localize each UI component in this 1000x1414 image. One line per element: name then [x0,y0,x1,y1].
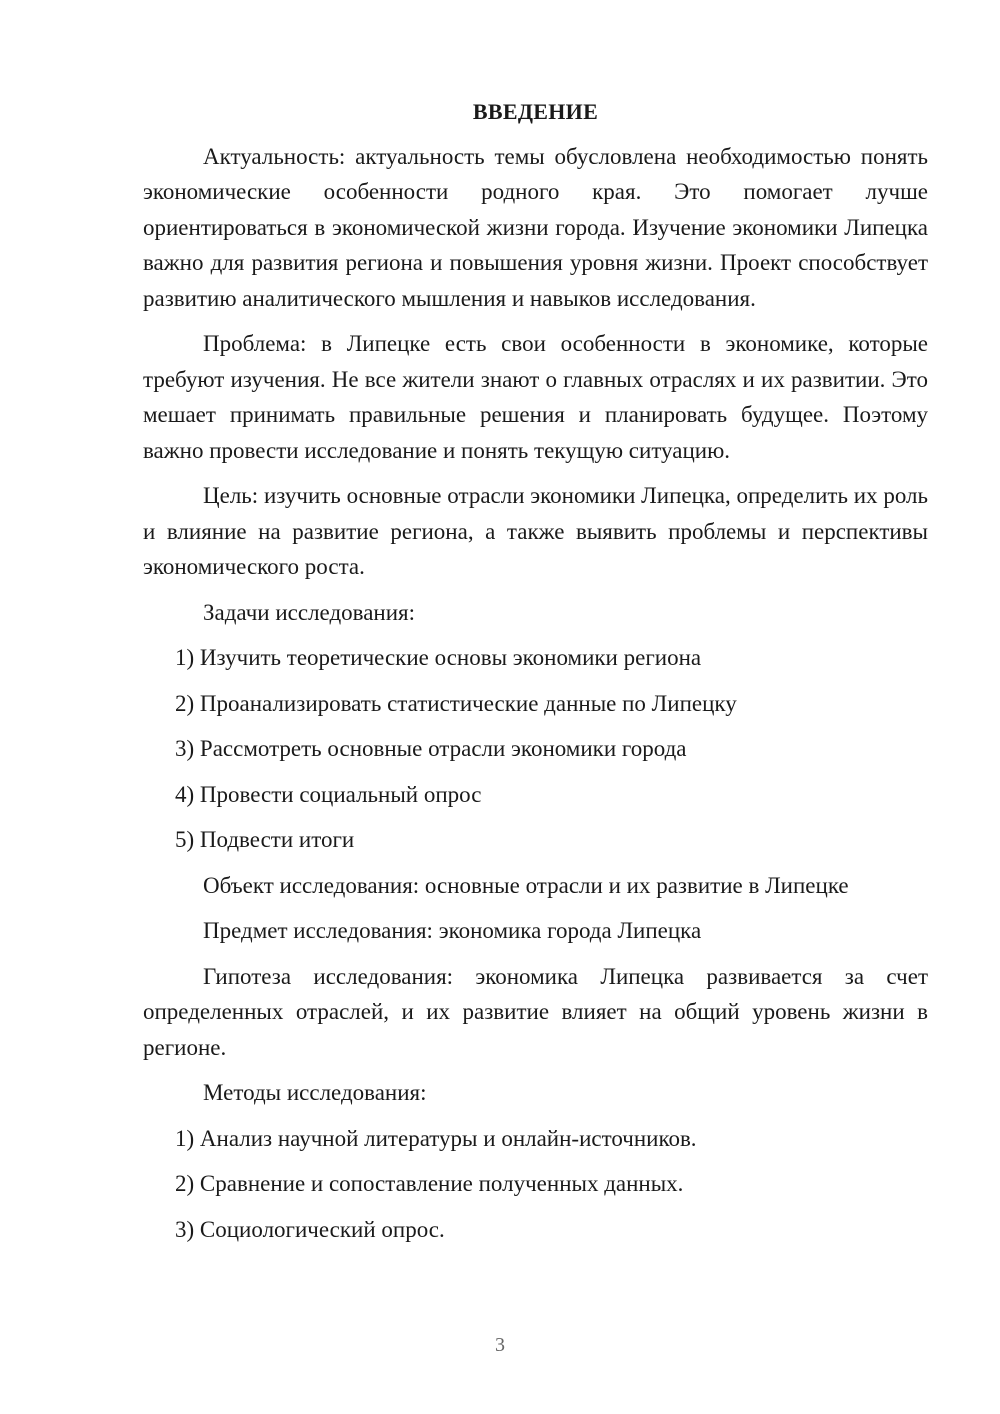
research-subject: Предмет исследования: экономика города Липецка [203,918,702,943]
page-title: ВВЕДЕНИЕ [472,99,599,124]
relevance-paragraph: Актуальность: актуальность темы обусловлена необходимостью понять экономические особенности родного края. Это помогает лучше ориентироваться в экономической жизни города. Изучение экономики Липецка важно для развития региона и повышения уровня жизни. Проект способствует развитию аналитического мышления и навыков исследования. [143,143,928,311]
task-item: 3) Рассмотреть основные отрасли экономики города [175,736,687,761]
method-item: 2) Сравнение и сопоставление полученных данных. [175,1171,684,1196]
task-item: 2) Проанализировать статистические данные по Липецку [175,690,737,716]
research-object: Объект исследования: основные отрасли и их развитие в Липецке [203,872,849,898]
tasks-heading: Задачи исследования: [203,599,416,625]
task-item: 4) Провести социальный опрос [175,781,482,807]
methods-heading: Методы исследования: [203,1080,427,1105]
page-number: 3 [495,1334,505,1356]
task-item: 5) Подвести итоги [175,827,355,852]
method-item: 1) Анализ научной литературы и онлайн-источников. [175,1125,697,1151]
hypothesis-paragraph: Гипотеза исследования: экономика Липецка развивается за счет определенных отраслей, и их развитие влияет на общий уровень жизни в регионе. [143,963,928,1060]
task-item: 1) Изучить теоретические основы экономики региона [175,645,702,670]
page-content [143,90,928,1257]
method-item: 3) Социологический опрос. [175,1216,445,1242]
problem-paragraph: Проблема: в Липецке есть свои особенности в экономике, которые требуют изучения. Не все жители знают о главных отраслях и их развитии. Это мешает принимать правильные решения и планировать будущее. Поэтому важно провести исследование и понять текущую ситуацию. [143,331,928,463]
goal-paragraph: Цель: изучить основные отрасли экономики Липецка, определить их роль и влияние на развитие региона, а также выявить проблемы и перспективы экономического роста. [143,483,928,579]
